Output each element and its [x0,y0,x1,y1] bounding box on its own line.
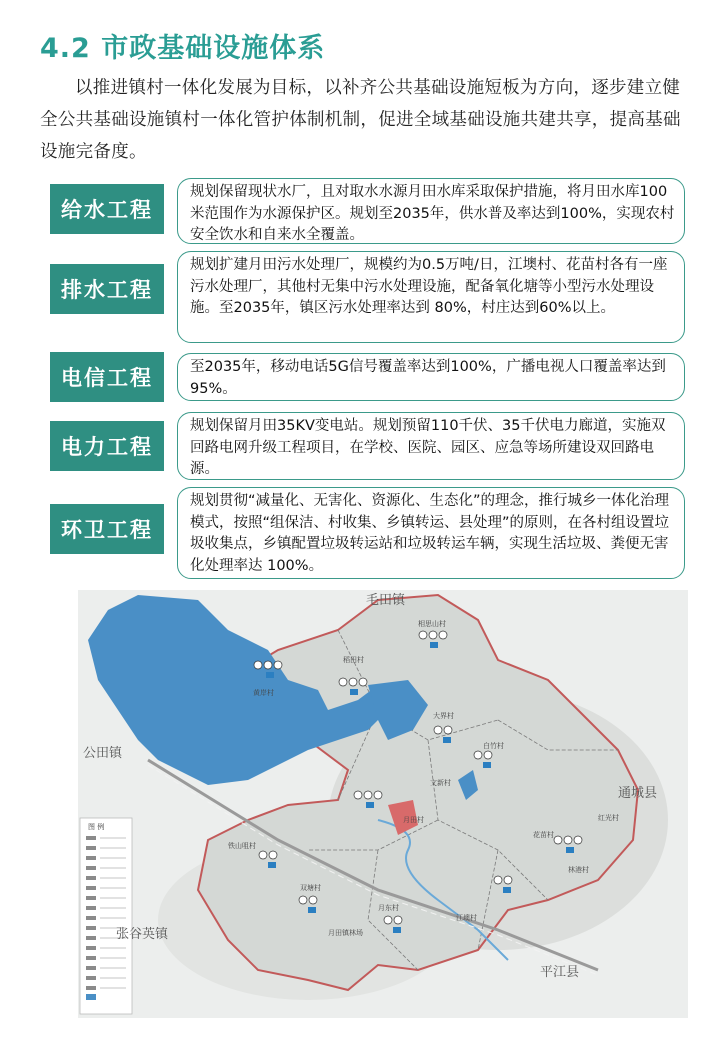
town-label: 通城县 [618,786,658,801]
page-title: 4.2 市政基础设施体系 [40,33,326,64]
intro-paragraph: 以推进镇村一体化发展为目标，以补齐公共基础设施短板为方向，逐步建立健全公共基础设施镇村一体化管护体制机制，促进全域基础设施共建共享，提高基础设施完备度。 [40,78,681,162]
section-tag: 电信工程 [50,352,164,402]
village-label: 相思山村 [418,620,446,628]
town-label: 毛田镇 [366,593,406,608]
village-label: 月田村 [403,816,424,824]
village-label: 月东村 [378,904,399,912]
town-label: 平江县 [540,965,580,980]
village-label: 大界村 [433,712,454,720]
village-label: 稻田村 [343,656,364,664]
section-text: 规划贯彻“减量化、无害化、资源化、生态化”的理念，推行城乡一体化治理模式，按照“组保洁、村收集、乡镇转运、县处理”的原则，在各村组设置垃圾收集点，乡镇配置垃圾转运站和垃圾转运车辆，实现生活垃圾、粪便无害化处理率达 100%。 [177,487,685,579]
village-label: 红光村 [598,814,619,822]
town-label: 张谷英镇 [116,927,169,942]
village-label: 林港村 [568,866,589,874]
section-text: 规划保留现状水厂，且对取水水源月田水库采取保护措施，将月田水库100米范围作为水源保护区。规划至2035年，供水普及率达到100%，实现农村安全饮水和自来水全覆盖。 [177,178,685,244]
section-tag: 排水工程 [50,264,164,314]
village-label: 双塘村 [300,884,321,892]
legend-title: 图 例 [88,823,105,831]
village-label: 月田镇林场 [328,929,363,937]
section-text: 至2035年，移动电话5G信号覆盖率达到100%，广播电视人口覆盖率达到95%。 [177,353,685,401]
town-label: 公田镇 [83,746,123,761]
section-text: 规划扩建月田污水处理厂，规模约为0.5万吨/日，江墺村、花苗村各有一座污水处理厂，其他村无集中污水处理设施，配备氧化塘等小型污水处理设施。至2035年，镇区污水处理率达到 80%，村庄达到60%以上。 [177,251,685,343]
section-tag: 电力工程 [50,421,164,471]
village-label: 白竹村 [483,742,504,750]
village-label: 江墺村 [456,914,477,922]
village-label: 黄岸村 [253,689,274,697]
section-text: 规划保留月田35KV变电站。规划预留110千伏、35千伏电力廊道，实施双回路电网升级工程项目，在学校、医院、园区、应急等场所建设双回路电源。 [177,412,685,480]
village-label: 花苗村 [533,831,554,839]
section-tag: 给水工程 [50,184,164,234]
section-tag: 环卫工程 [50,504,164,554]
infrastructure-map [78,590,688,1018]
village-label: 铁山咀村 [228,842,256,850]
village-label: 文新村 [430,779,451,787]
